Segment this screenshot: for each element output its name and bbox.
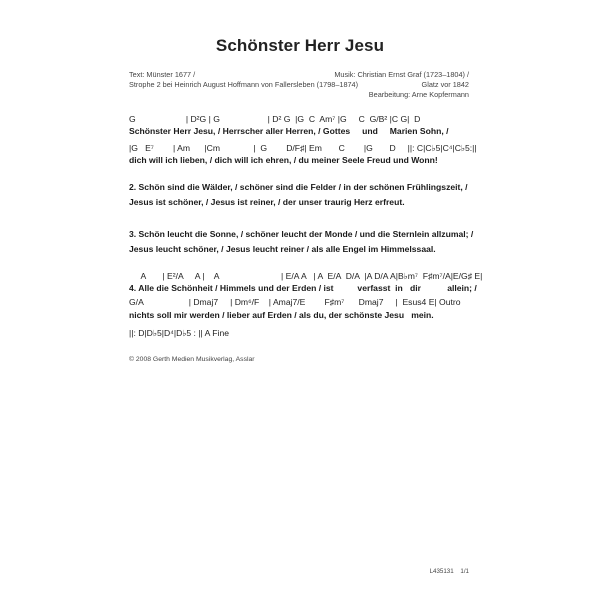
outro-line: ||: D|D♭5|D⁴|D♭5 : || A Fine	[129, 328, 230, 338]
verse2-line-2: Jesus ist schöner, / Jesus ist reiner, / der unser traurig Herz erfreut.	[129, 197, 405, 207]
text-credit-line-2: Strophe 2 bei Heinrich August Hoffmann von Fallersleben (1798–1874)	[129, 80, 359, 90]
page-number: 1/1	[460, 568, 469, 575]
page-footer	[430, 568, 469, 575]
verse4-lyrics-1: 4. Alle die Schönheit / Himmels und der Erden / ist verfasst in dir allein; /	[129, 283, 477, 293]
arrangement-credit: Bearbeitung: Arne Kopfermann	[368, 90, 469, 100]
verse4-chords-1: A | E²/A A | A | E/A A | A E/A D/A |A D/A A|B♭m⁷ F♯m⁷/A|E/G♯ E|	[129, 271, 483, 281]
copyright-notice: © 2008 Gerth Medien Musikverlag, Asslar	[129, 356, 255, 363]
music-credit-line-1: Musik: Christian Ernst Graf (1723–1804) /	[334, 70, 469, 79]
text-credit-line-1: Text: Münster 1677 /	[129, 70, 196, 79]
music-credits	[334, 70, 469, 101]
verse2-line-1: 2. Schön sind die Wälder, / schöner sind die Felder / in der schönen Frühlingszeit, /	[129, 182, 468, 192]
verse3-line-2: Jesus leucht schöner, / Jesus leucht reiner / als alle Engel im Himmelssaal.	[129, 244, 436, 254]
verse1-lyrics-1: Schönster Herr Jesu, / Herrscher aller Herren, / Gottes und Marien Sohn, /	[129, 126, 449, 136]
verse1-chords-2: |G E⁷ | Am |Cm | G D/F♯| Em C |G D ||: C|C♭5|C⁴|C♭5:||	[129, 143, 477, 153]
song-title: Schönster Herr Jesu	[215, 36, 385, 55]
verse3-line-1: 3. Schön leucht die Sonne, / schöner leucht der Monde / und die Sternlein allzumal; /	[129, 229, 474, 239]
verse4-lyrics-2: nichts soll mir werden / lieber auf Erden / als du, der schönste Jesu mein.	[129, 310, 434, 320]
verse1-chords-1: G | D²G | G | D² G |G C Am⁷ |G C G/B² |C G| D	[129, 114, 421, 124]
text-credits	[129, 70, 358, 90]
verse1-lyrics-2: dich will ich lieben, / dich will ich ehren, / du meiner Seele Freud und Wonn!	[129, 155, 438, 165]
document-id: L435131	[429, 568, 454, 575]
verse4-chords-2: G/A | Dmaj7 | Dm⁶/F | Amaj7/E F♯m⁷ Dmaj7 | Esus4 E| Outro	[129, 297, 461, 307]
music-credit-line-2: Glatz vor 1842	[421, 80, 469, 90]
